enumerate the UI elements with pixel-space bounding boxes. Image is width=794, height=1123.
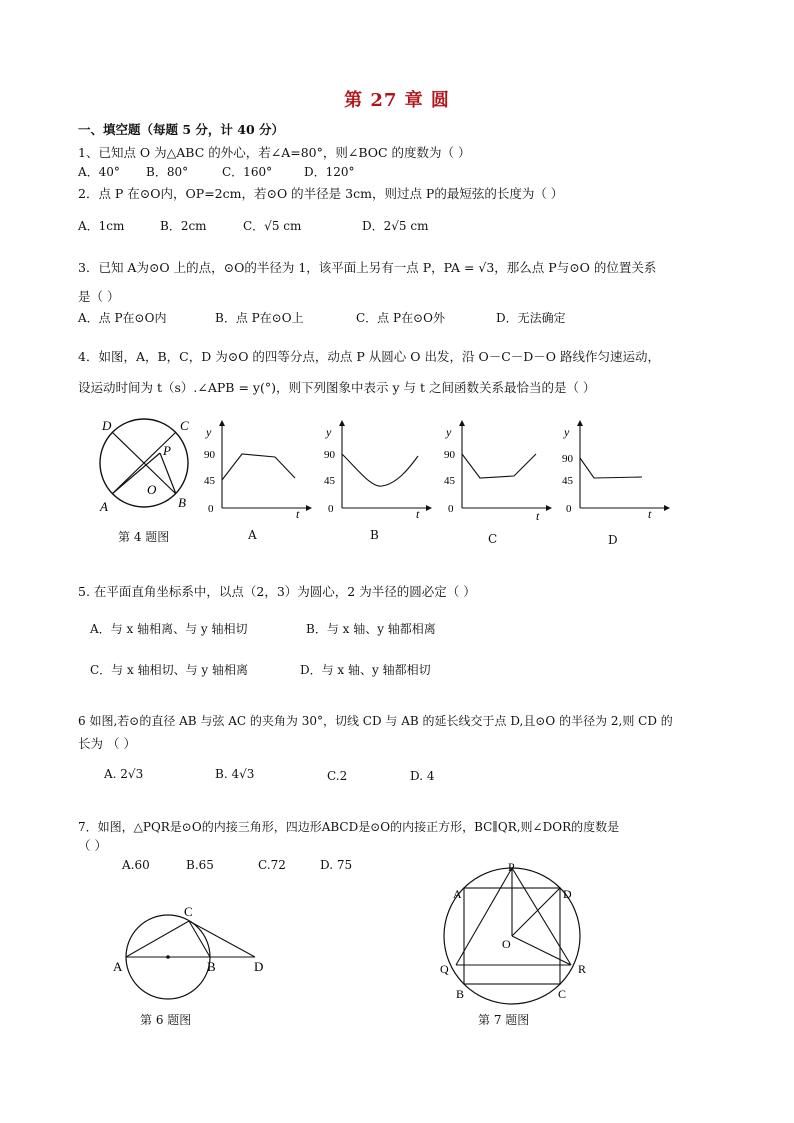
q7-label-r: R — [578, 962, 587, 976]
q7-label-b: B — [456, 987, 465, 1001]
q4-fig-caption: 第 4 题图 — [118, 530, 170, 544]
q3-option-a: A．点 P在⊙O内 — [78, 311, 167, 325]
q7-segment-od — [512, 888, 560, 936]
graph-a-tick-45: 45 — [204, 475, 215, 487]
graph-b-y-label: y — [326, 425, 332, 439]
graph-b-tick-0: 0 — [328, 503, 334, 515]
graph-d-t-arrow — [664, 505, 670, 511]
q6-line2: 长为 （ ） — [78, 736, 136, 751]
graph-c-y-arrow — [459, 420, 465, 426]
q4-graph-b-label: B — [370, 528, 379, 542]
q7-option-d: D. 75 — [320, 858, 353, 872]
graph-b-t-arrow — [426, 505, 432, 511]
q4-graph-b — [320, 420, 432, 525]
graph-b-t-label: t — [416, 507, 420, 521]
q4-circle-figure — [92, 415, 202, 515]
q4-graph-c — [440, 420, 552, 525]
graph-d-y-arrow — [577, 420, 583, 426]
q2-option-b: B．2cm — [160, 219, 207, 233]
graph-d-tick-45: 45 — [562, 475, 573, 487]
q7-line2: （ ） — [78, 838, 107, 853]
q3-option-b: B．点 P在⊙O上 — [215, 311, 304, 325]
q3-option-d: D．无法确定 — [496, 311, 566, 325]
q6-line1: 6 如图,若⊙的直径 AB 与弦 AC 的夹角为 30°，切线 CD 与 AB 的延长线交于点 D,且⊙O 的半径为 2,则 CD 的 — [78, 714, 673, 728]
graph-a-y-arrow — [219, 420, 225, 426]
q6-label-a: A — [113, 959, 123, 974]
q6-label-c: C — [184, 904, 193, 919]
graph-c-y-label: y — [446, 425, 452, 439]
graph-c-t-arrow — [546, 505, 552, 511]
graph-c-tick-45: 45 — [444, 475, 455, 487]
graph-a-curve — [222, 454, 295, 480]
q4-label-p: P — [163, 443, 171, 458]
q1-option-b: B．80° — [146, 165, 189, 179]
q7-label-p: P — [508, 860, 515, 874]
q5-text: 5. 在平面直角坐标系中，以点（2，3）为圆心，2 为半径的圆必定（ ） — [78, 584, 476, 599]
graph-d-tick-0: 0 — [566, 503, 572, 515]
q1-text: 1、已知点 O 为△ABC 的外心，若∠A=80°，则∠BOC 的度数为（ ） — [78, 145, 471, 160]
q4-graph-a-label: A — [248, 528, 257, 542]
graph-d-tick-90: 90 — [562, 453, 573, 465]
q4-segment-pb — [160, 453, 176, 494]
q2-option-a: A．1cm — [78, 219, 125, 233]
q7-label-q: Q — [440, 962, 449, 976]
q7-label-d: D — [563, 887, 572, 901]
q7-fig-caption: 第 7 题图 — [478, 1013, 530, 1027]
q4-label-o: O — [147, 482, 157, 497]
q6-label-d: D — [254, 959, 264, 974]
q6-option-a: A. 2√3 — [104, 767, 144, 781]
q5-option-b: B．与 x 轴、y 轴都相离 — [306, 622, 436, 636]
q2-option-d: D．2√5 cm — [362, 219, 429, 233]
q7-label-c: C — [558, 987, 567, 1001]
graph-a-t-arrow — [306, 505, 312, 511]
graph-c-t-label: t — [536, 509, 540, 523]
q6-chord-ac — [126, 921, 189, 957]
graph-d-curve — [580, 458, 642, 478]
graph-a-y-label: y — [206, 425, 212, 439]
q7-label-o: O — [502, 937, 511, 951]
graph-b-curve — [342, 454, 418, 486]
graph-a-tick-0: 0 — [208, 503, 214, 515]
q6-option-d: D. 4 — [410, 769, 435, 783]
q2-text: 2．点 P 在⊙O内，OP=2cm，若⊙O 的半径是 3cm，则过点 P的最短弦的长度为（ ） — [78, 186, 564, 201]
q6-fig-caption: 第 6 题图 — [140, 1013, 192, 1027]
q7-option-a: A.60 — [122, 858, 150, 872]
q4-line1: 4．如图，A，B，C，D 为⊙O 的四等分点，动点 P 从圆心 O 出发，沿 O－C－D－O 路线作匀速运动， — [78, 349, 661, 364]
q4-label-a: A — [100, 499, 108, 514]
graph-c-tick-0: 0 — [448, 503, 454, 515]
q4-graph-d — [558, 420, 670, 525]
q6-option-b: B. 4√3 — [215, 767, 255, 781]
q5-option-a: A．与 x 轴相离、与 y 轴相切 — [90, 622, 248, 636]
graph-a-tick-90: 90 — [204, 449, 215, 461]
q4-graph-a — [200, 420, 312, 525]
graph-c-curve — [462, 454, 536, 478]
graph-a-t-label: t — [296, 507, 300, 521]
q7-figure — [435, 858, 605, 1008]
q4-graph-d-label: D — [608, 533, 618, 547]
graph-c-tick-90: 90 — [444, 449, 455, 461]
q7-option-b: B.65 — [186, 858, 214, 872]
section-heading: 一、填空题（每题 5 分，计 40 分） — [78, 122, 285, 137]
graph-b-tick-45: 45 — [324, 475, 335, 487]
graph-d-y-label: y — [564, 425, 570, 439]
q7-option-c: C.72 — [258, 858, 286, 872]
q3-option-c: C．点 P在⊙O外 — [356, 311, 445, 325]
q4-line2: 设运动时间为 t（s）.∠APB = y(°)，则下列图象中表示 y 与 t 之间函数关系最恰当的是（ ） — [78, 380, 596, 395]
graph-d-t-label: t — [648, 507, 652, 521]
q4-label-b: B — [178, 495, 186, 510]
graph-b-tick-90: 90 — [324, 449, 335, 461]
q4-graph-c-label: C — [488, 532, 498, 546]
graph-b-y-arrow — [339, 420, 345, 426]
q1-option-a: A．40° — [78, 165, 120, 179]
q7-line1: 7．如图，△PQR是⊙O的内接三角形，四边形ABCD是⊙O的内接正方形，BC∥QR,则∠DOR的度数是 — [78, 820, 620, 834]
q2-option-c: C．√5 cm — [243, 219, 302, 233]
q1-option-c: C．160° — [222, 165, 273, 179]
q4-label-d: D — [102, 418, 112, 433]
q6-center-dot — [166, 955, 170, 959]
q3-line1: 3．已知 A为⊙O 上的点，⊙O的半径为 1，该平面上另有一点 P，PA = √3，那么点 P与⊙O 的位置关系 — [78, 260, 657, 275]
q6-option-c: C.2 — [327, 769, 348, 783]
q6-figure — [110, 900, 280, 1005]
q7-label-a: A — [453, 887, 462, 901]
q3-line2: 是（ ） — [78, 289, 120, 304]
q1-option-d: D．120° — [304, 165, 355, 179]
page-title: 第 27 章 圆 — [344, 90, 450, 111]
q4-label-c: C — [180, 418, 189, 433]
q5-option-d: D．与 x 轴、y 轴都相切 — [300, 663, 431, 677]
q5-option-c: C．与 x 轴相切、与 y 轴相离 — [90, 663, 248, 677]
q6-label-b: B — [207, 959, 216, 974]
